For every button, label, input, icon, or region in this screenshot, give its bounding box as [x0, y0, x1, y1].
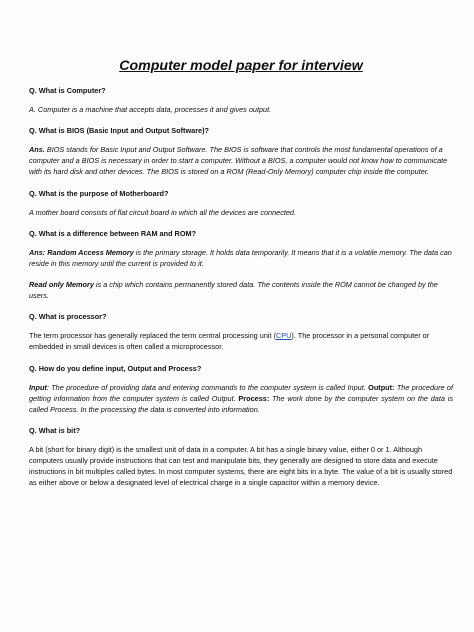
output-term: Output:: [368, 382, 395, 392]
question-motherboard: Q. What is the purpose of Motherboard?: [29, 188, 169, 198]
process-term: Process:: [238, 393, 270, 403]
answer-ram: [29, 247, 453, 269]
ram-text: is the primary storage. It holds data temporarily. It means that it is a volatile memory. The data can reside in this memory until the current is provided to it.: [29, 247, 452, 268]
answer-io-process: [29, 382, 453, 415]
document-content: [29, 58, 453, 498]
cpu-link[interactable]: CPU: [276, 331, 292, 341]
answer-processor: [29, 330, 453, 352]
output-text: The procedure of getting information from the computer system is called Output.: [29, 382, 454, 403]
page-title: Computer model paper for interview: [119, 58, 363, 74]
input-term: Input: [29, 382, 47, 392]
answer-bios-text: BIOS stands for Basic Input and Output Software. The BIOS is software that controls the most fundamental operations of a computer and a BIOS is necessary in order to start a computer. Without a BIOS, a computer would not know how to communicate with its hard disk and other devices. The BIOS is stored on a ROM (Read-Only Memory) computer chip inside the computer.: [29, 145, 448, 177]
answer-computer: A. Computer is a machine that accepts data, processes it and gives output.: [29, 105, 272, 115]
question-processor: Q. What is processor?: [29, 312, 107, 322]
answer-motherboard: A mother board consists of flat circuit board in which all the devices are connected.: [29, 207, 297, 217]
answer-bios: [29, 144, 453, 177]
answer-rom: [29, 279, 453, 301]
question-io-process: Q. How do you define input, Output and Process?: [29, 363, 202, 373]
question-computer: Q. What is Computer?: [29, 86, 106, 95]
processor-text-after: ). The processor in a personal computer or embedded in small devices is often called a microprocessor.: [29, 331, 430, 352]
processor-text-before: The term processor has generally replaced the term central processing unit (: [29, 331, 276, 341]
input-text: : The procedure of providing data and entering commands to the computer system is called Input.: [46, 382, 366, 392]
question-bios: Q. What is BIOS (Basic Input and Output Software)?: [29, 126, 209, 136]
answer-lead: Ans.: [29, 145, 45, 155]
question-bit: Q. What is bit?: [29, 425, 81, 435]
rom-text: is a chip which contains permanently stored data. The contents inside the ROM cannot be changed by the users.: [29, 280, 438, 301]
answer-bit: A bit (short for binary digit) is the smallest unit of data in a computer. A bit has a single binary value, either 0 or 1. Although computers usually provide instructions that can test and manipulate bits, they generally are designed to store data and execute instructions in bit multiples called bytes. In most computer systems, there are eight bits in a byte. The value of a bit is usually stored as either above or below a designated level of electrical charge in a single capacitor within a memory device.: [29, 444, 453, 488]
rom-term: Read only Memory: [29, 280, 94, 290]
process-text: The work done by the computer system on the data is called Process. In the processing the data is converted into information.: [29, 393, 453, 414]
question-ram-rom: Q. What is a difference between RAM and ROM?: [29, 228, 197, 238]
ram-term: Ans: Random Access Memory: [29, 247, 134, 257]
